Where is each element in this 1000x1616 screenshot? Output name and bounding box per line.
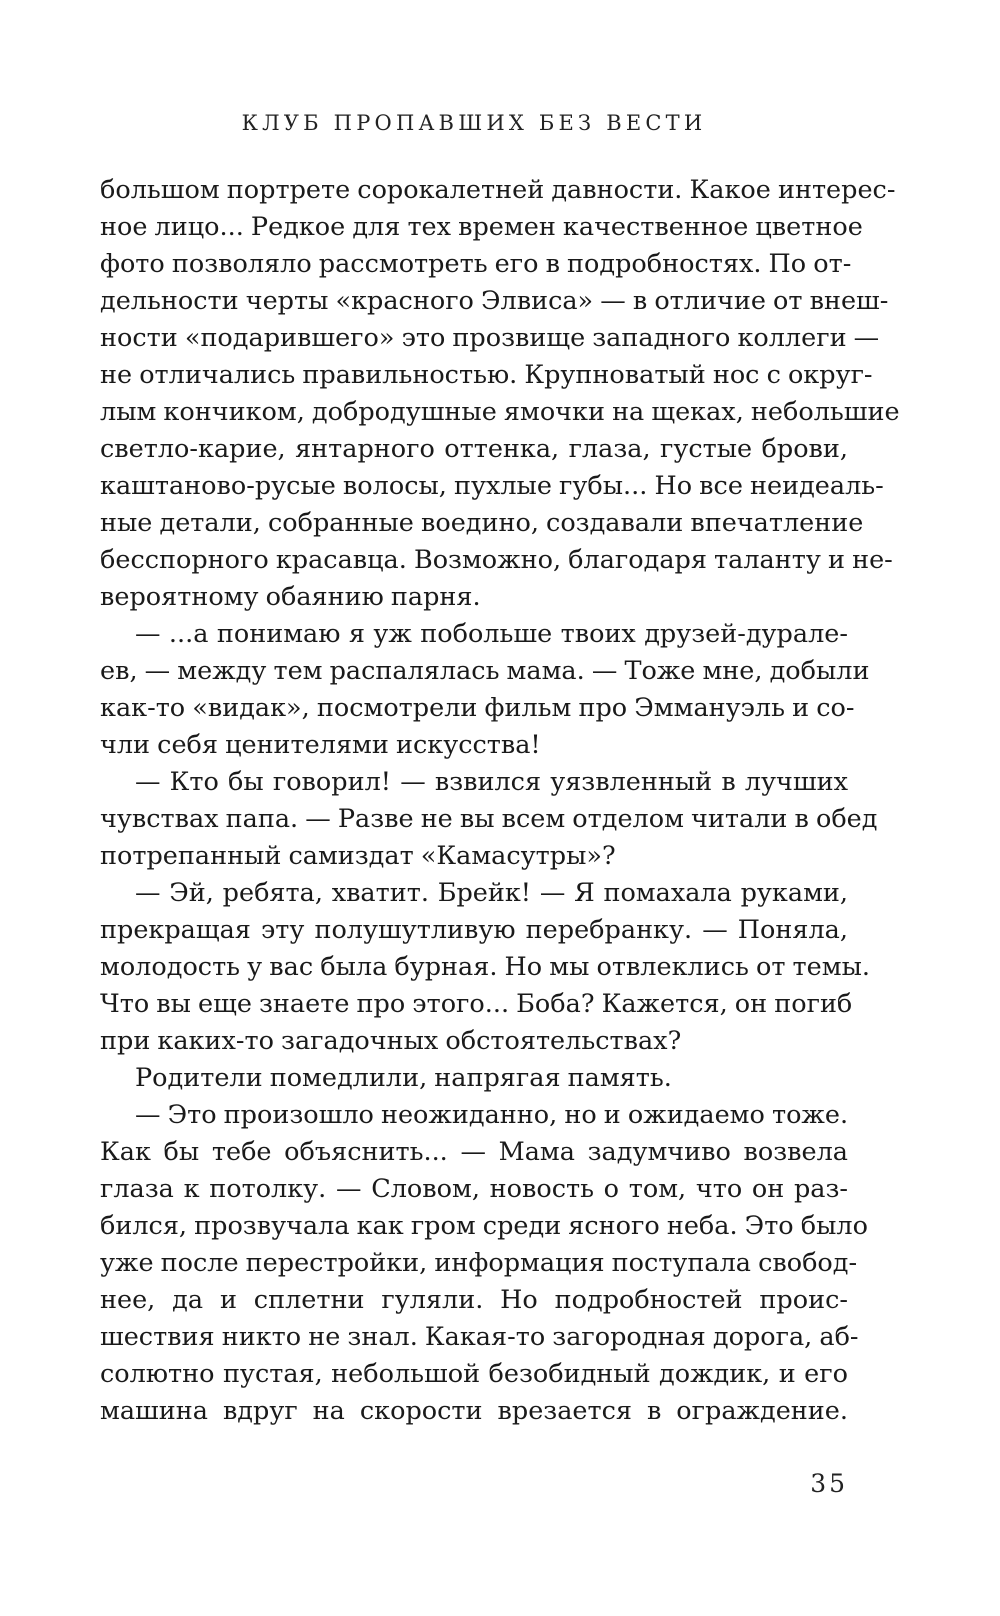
- text-line: — Это произошло неожиданно, но и ожидаемо тоже.: [135, 1100, 849, 1130]
- text-line: фото позволяло рассмотреть его в подробностях. По от-: [100, 249, 852, 279]
- text-line: светло-карие, янтарного оттенка, глаза, густые брови,: [100, 434, 848, 464]
- text-line: солютно пустая, небольшой безобидный дождик, и его: [100, 1359, 848, 1389]
- text-line: бесспорного красавца. Возможно, благодаря таланту и не-: [100, 545, 893, 575]
- text-line: каштаново-русые волосы, пухлые губы... Но все неидеаль-: [100, 471, 884, 501]
- text-line: машина вдруг на скорости врезается в ограждение.: [100, 1396, 848, 1426]
- text-line: ности «подарившего» это прозвище западного коллеги —: [100, 323, 880, 353]
- text-line: нее, да и сплетни гуляли. Но подробностей проис-: [100, 1285, 848, 1315]
- text-line: глаза к потолку. — Словом, новость о том, что он раз-: [100, 1174, 848, 1204]
- text-line: чувствах папа. — Разве не вы всем отделом читали в обед: [100, 804, 878, 834]
- text-line: дельности черты «красного Элвиса» — в отличие от внеш-: [100, 286, 889, 316]
- text-line: шествия никто не знал. Какая-то загородная дорога, аб-: [100, 1322, 859, 1352]
- text-line: молодость у вас была бурная. Но мы отвлеклись от темы.: [100, 952, 870, 982]
- text-line: потрепанный самиздат «Камасутры»?: [100, 841, 616, 871]
- body-text: [100, 172, 900, 1430]
- running-head: КЛУБ ПРОПАВШИХ БЕЗ ВЕСТИ: [241, 111, 707, 135]
- text-line: как-то «видак», посмотрели фильм про Эммануэль и со-: [100, 693, 855, 723]
- text-line: лым кончиком, добродушные ямочки на щеках, небольшие: [100, 397, 900, 427]
- page-number: 35: [810, 1469, 848, 1498]
- text-line: ное лицо... Редкое для тех времен качественное цветное: [100, 212, 863, 242]
- text-line: бился, прозвучала как гром среди ясного неба. Это было: [100, 1211, 868, 1241]
- text-line: большом портрете сорокалетней давности. Какое интерес-: [100, 175, 896, 205]
- text-line: ев, — между тем распалялась мама. — Тоже мне, добыли: [100, 656, 870, 686]
- text-line: ные детали, собранные воедино, создавали впечатление: [100, 508, 864, 538]
- text-line: чли себя ценителями искусства!: [100, 730, 541, 760]
- text-line: Родители помедлили, напрягая память.: [135, 1063, 672, 1093]
- text-line: вероятному обаянию парня.: [100, 582, 481, 612]
- text-line: при каких-то загадочных обстоятельствах?: [100, 1026, 682, 1056]
- text-line: уже после перестройки, информация поступала свобод-: [100, 1248, 858, 1278]
- text-line: Что вы еще знаете про этого... Боба? Кажется, он погиб: [100, 989, 853, 1019]
- text-line: Как бы тебе объяснить... — Мама задумчиво возвела: [100, 1137, 848, 1167]
- text-line: — Кто бы говорил! — взвился уязвленный в лучших: [135, 767, 848, 797]
- text-line: прекращая эту полушутливую перебранку. — Поняла,: [100, 915, 848, 945]
- text-line: — Эй, ребята, хватит. Брейк! — Я помахала руками,: [135, 878, 848, 908]
- text-line: — ...а понимаю я уж побольше твоих друзей-дурале-: [135, 619, 848, 649]
- text-line: не отличались правильностью. Крупноватый нос с округ-: [100, 360, 873, 390]
